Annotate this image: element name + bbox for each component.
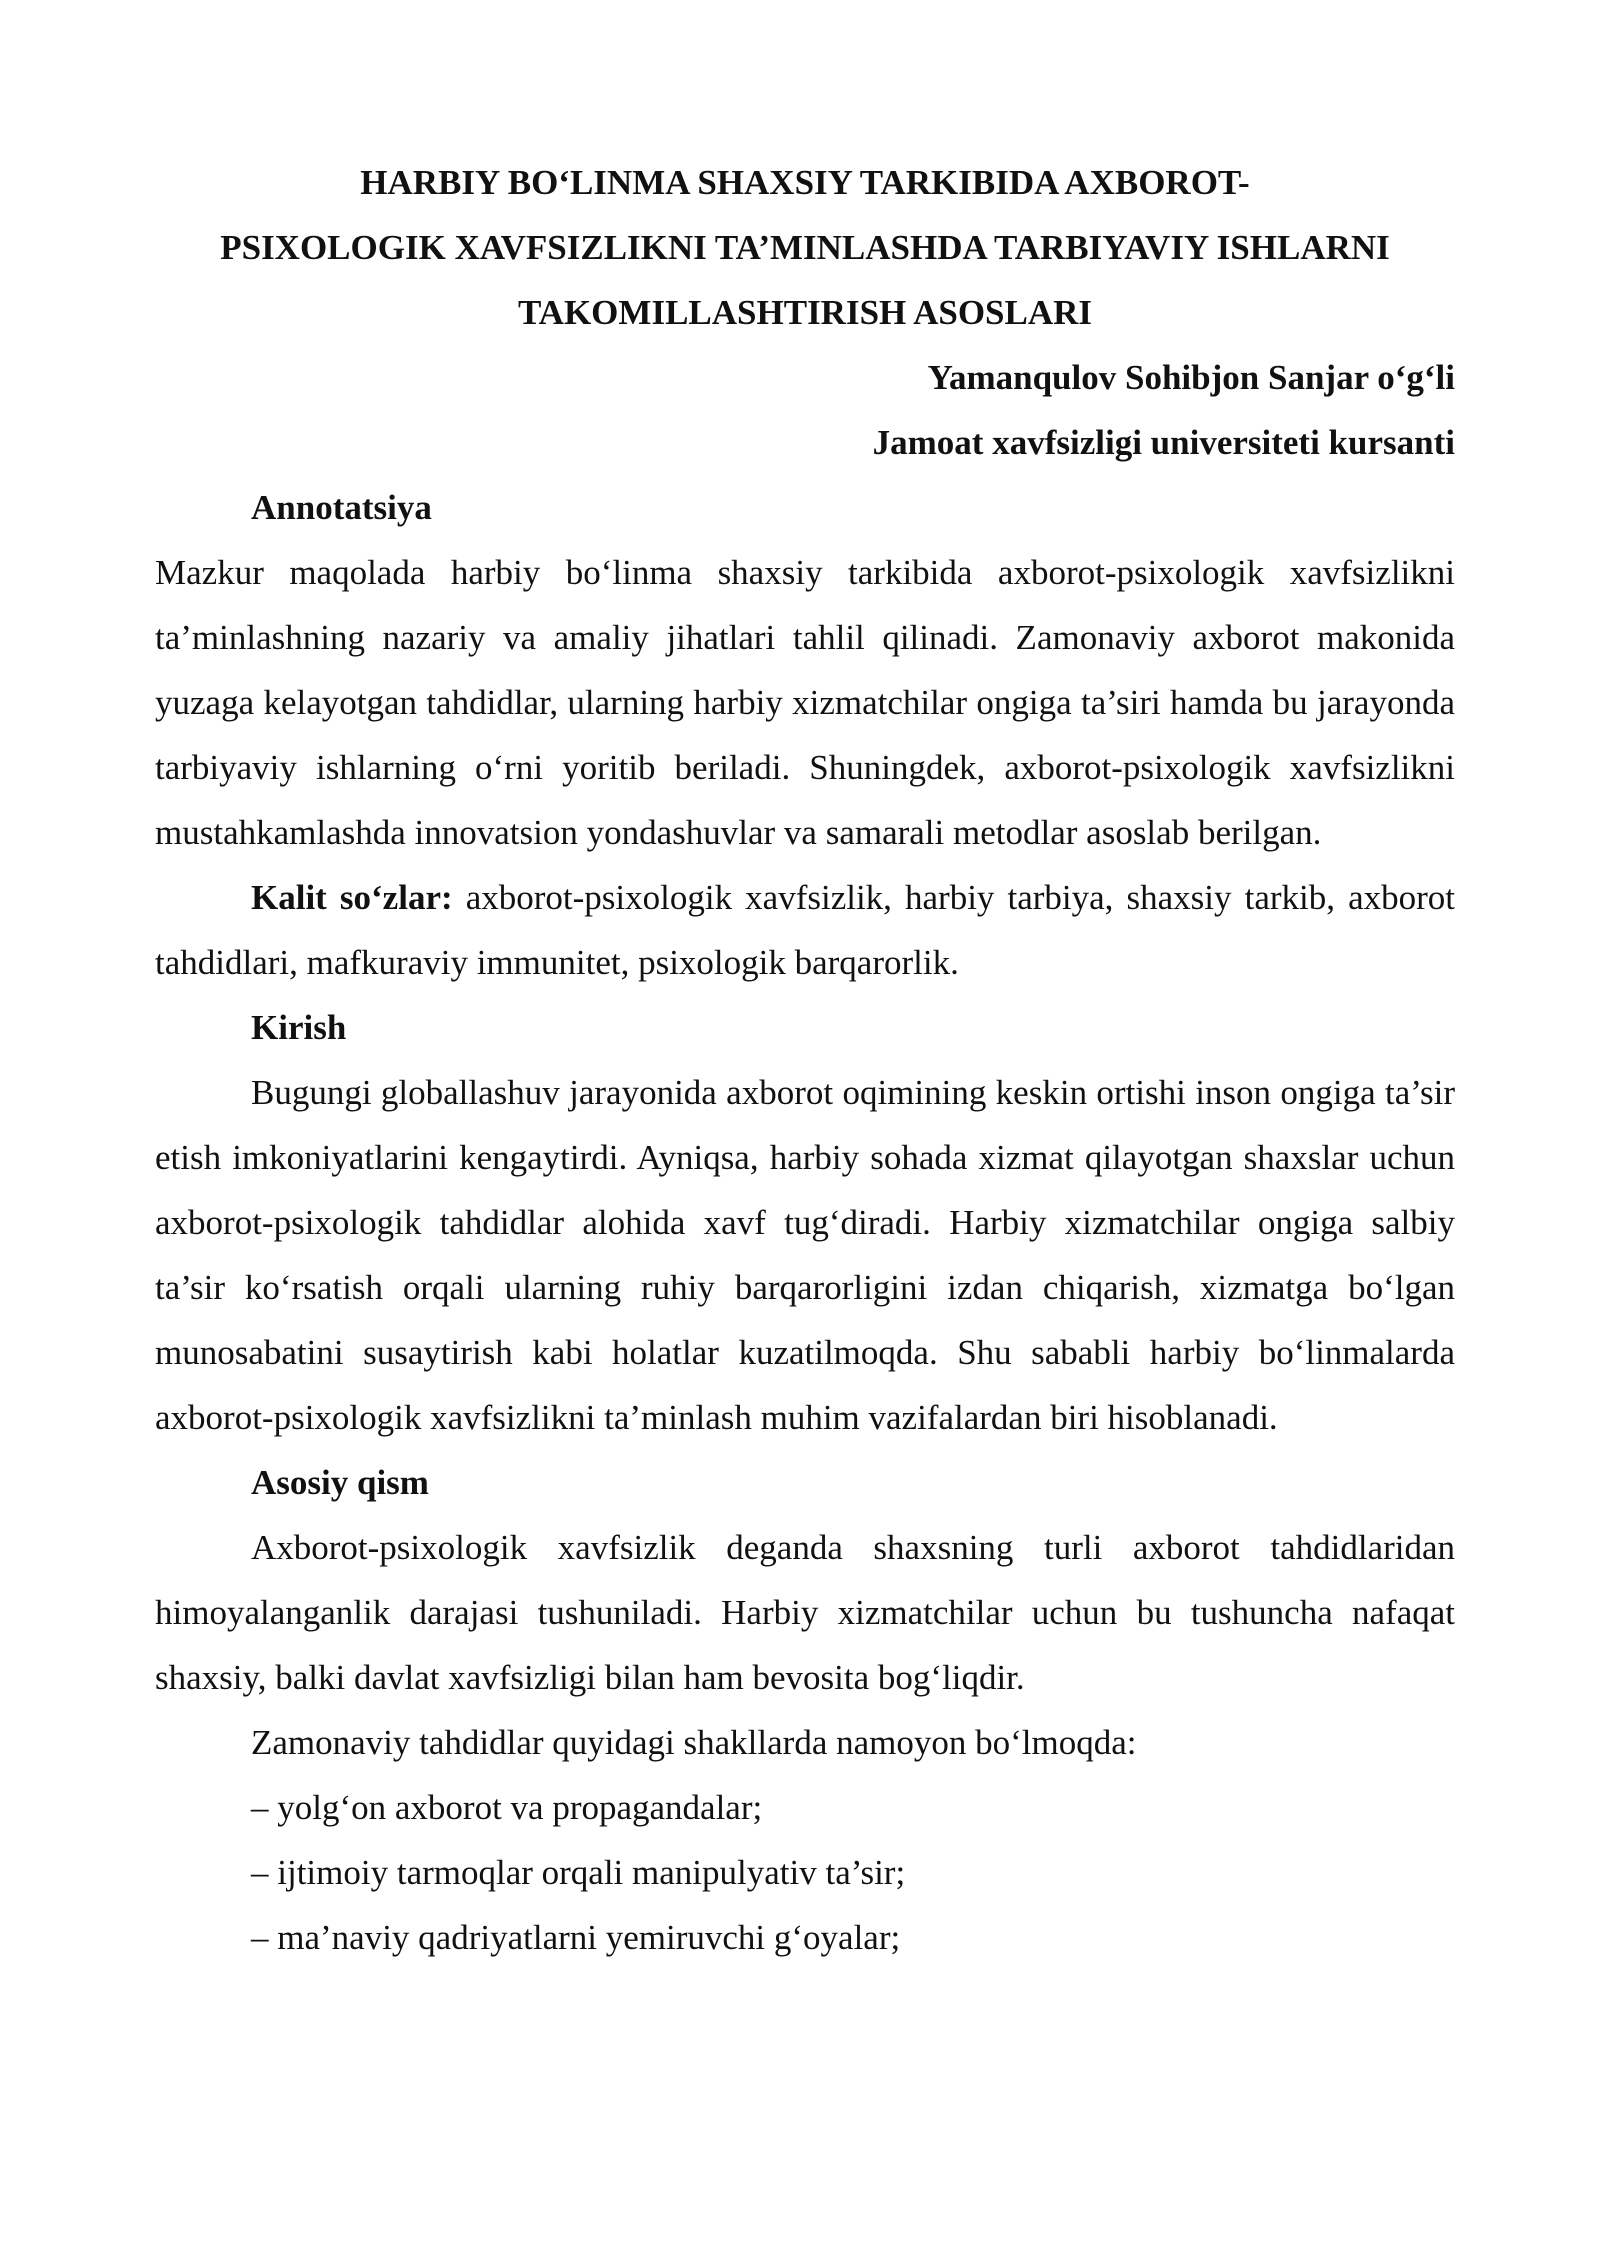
list-item: – ijtimoiy tarmoqlar orqali manipulyativ ta’sir; — [251, 1853, 906, 1892]
article-title — [155, 150, 1455, 345]
list-item: – ma’naviy qadriyatlarni yemiruvchi g‘oyalar; — [251, 1918, 901, 1957]
title-line-3: TAKOMILLASHTIRISH ASOSLARI — [517, 293, 1093, 332]
document-page — [155, 150, 1455, 1970]
annotation-text: Mazkur maqolada harbiy bo‘linma shaxsiy tarkibida axborot-psixologik xavfsizlikni ta’minlashning nazariy va amaliy jihatlari tahlil qilinadi. Zamonaviy axborot makonida yuzaga kelayotgan tahdidlar, ularning harbiy xizmatchilar ongiga ta’siri hamda bu jarayonda tarbiyaviy ishlarning o‘rni yoritib beriladi. Shuningdek, axborot-psixologik xavfsizlikni mustahkamlashda innovatsion yondashuvlar va samarali metodlar asoslab berilgan. — [155, 553, 1455, 852]
main-paragraph-2: Zamonaviy tahdidlar quyidagi shakllarda namoyon bo‘lmoqda: — [251, 1723, 1137, 1762]
intro-text: Bugungi globallashuv jarayonida axborot oqimining keskin ortishi inson ongiga ta’sir etish imkoniyatlarini kengaytirdi. Ayniqsa, harbiy sohada xizmat qilayotgan shaxslar uchun axborot-psixologik tahdidlar alohida xavf tug‘diradi. Harbiy xizmatchilar ongiga salbiy ta’sir ko‘rsatish orqali ularning ruhiy barqarorligini izdan chiqarish, xizmatga bo‘lgan munosabatini susaytirish kabi holatlar kuzatilmoqda. Shu sababli harbiy bo‘linmalarda axborot-psixologik xavfsizlikni ta’minlash muhim vazifalardan biri hisoblanadi. — [155, 1073, 1455, 1437]
list-item: – yolg‘on axborot va propagandalar; — [251, 1788, 763, 1827]
author-name: Yamanqulov Sohibjon Sanjar o‘g‘li — [927, 358, 1455, 397]
keywords-label: Kalit so‘zlar: — [251, 878, 453, 917]
intro-heading: Kirish — [251, 1008, 347, 1047]
title-line-1: HARBIY BO‘LINMA SHAXSIY TARKIBIDA AXBOROT- — [360, 163, 1250, 202]
keywords-text: axborot-psixologik xavfsizlik, harbiy tarbiya, shaxsiy tarkib, axborot tahdidlari, mafkuraviy immunitet, psixologik barqarorlik. — [155, 878, 1455, 982]
keywords-paragraph — [155, 865, 1455, 995]
title-line-2: PSIXOLOGIK XAVFSIZLIKNI TA’MINLASHDA TARBIYAVIY ISHLARNI — [220, 228, 1390, 267]
author-affiliation: Jamoat xavfsizligi universiteti kursanti — [872, 423, 1455, 462]
annotation-heading: Annotatsiya — [251, 488, 432, 527]
main-heading: Asosiy qism — [251, 1463, 429, 1502]
main-paragraph-1: Axborot-psixologik xavfsizlik deganda shaxsning turli axborot tahdidlaridan himoyalanganlik darajasi tushuniladi. Harbiy xizmatchilar uchun bu tushuncha nafaqat shaxsiy, balki davlat xavfsizligi bilan ham bevosita bog‘liqdir. — [155, 1528, 1455, 1697]
